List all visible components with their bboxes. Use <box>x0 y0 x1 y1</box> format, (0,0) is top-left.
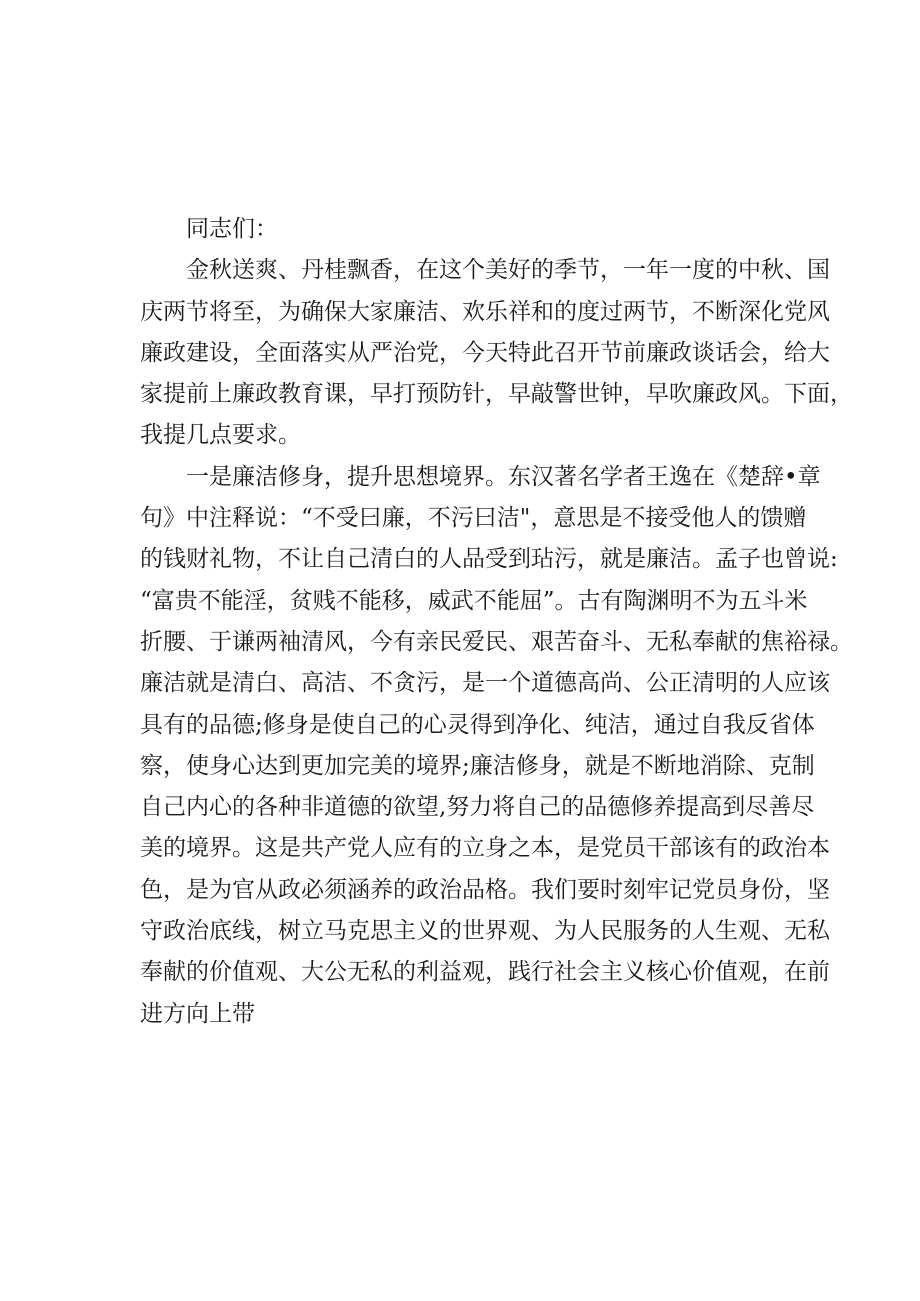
paragraph-integrity <box>140 457 853 1035</box>
paragraph-line: 具有的品德;修身是使自己的心灵得到净化、纯洁，通过自我反省体 <box>140 711 815 738</box>
paragraph-line: 色，是为官从政必须涵养的政治品格。我们要时刻牢记党员身份，坚 <box>140 876 830 903</box>
paragraph-line: 的钱财礼物，不让自己清白的人品受到玷污，就是廉洁。孟子也曾说: <box>140 546 838 573</box>
paragraph-line: 廉洁就是清白、高洁、不贪污，是一个道德高尚、公正清明的人应该 <box>140 670 830 697</box>
paragraph-line: 金秋送爽、丹桂飘香，在这个美好的季节，一年一度的中秋、国 <box>186 257 830 284</box>
paragraph-line: 我提几点要求。 <box>140 422 301 449</box>
paragraph-line: 察，使身心达到更加完美的境界;廉洁修身，就是不断地消除、克制 <box>140 752 815 779</box>
paragraph-line: 家提前上廉政教育课，早打预防针，早敲警世钟，早吹廉政风。下面， <box>140 381 853 408</box>
paragraph-line: 进方向上带 <box>140 1000 255 1027</box>
paragraph-opening <box>140 250 853 456</box>
paragraph-line: 自己内心的各种非道德的欲望,努力将自己的品德修养提高到尽善尽 <box>140 794 815 821</box>
paragraph-line: 美的境界。这是共产党人应有的立身之本，是党员干部该有的政治本 <box>140 835 830 862</box>
salutation: 同志们： <box>186 216 278 242</box>
paragraph-line: “富贵不能淫，贫贱不能移，威武不能屈”。古有陶渊明不为五斗米 <box>140 587 808 614</box>
paragraph-line: 奉献的价值观、大公无私的利益观，践行社会主义核心价值观，在前 <box>140 959 830 986</box>
paragraph-line: 廉政建设，全面落实从严治党，今天特此召开节前廉政谈话会，给大 <box>140 339 830 366</box>
document-body <box>140 209 853 1035</box>
paragraph-line: 折腰、于谦两袖清风，今有亲民爱民、艰苦奋斗、无私奉献的焦裕禄。 <box>140 628 853 655</box>
paragraph-line: 句》中注释说：“不受曰廉，不污曰洁"，意思是不接受他人的馈赠 <box>140 505 807 532</box>
paragraph-line: 守政治底线，树立马克思主义的世界观、为人民服务的人生观、无私 <box>140 918 830 945</box>
paragraph-line: 一是廉洁修身，提升思想境界。东汉著名学者王逸在《楚辞•章 <box>186 463 821 490</box>
paragraph-line: 庆两节将至，为确保大家廉洁、欢乐祥和的度过两节，不断深化党风 <box>140 298 830 325</box>
